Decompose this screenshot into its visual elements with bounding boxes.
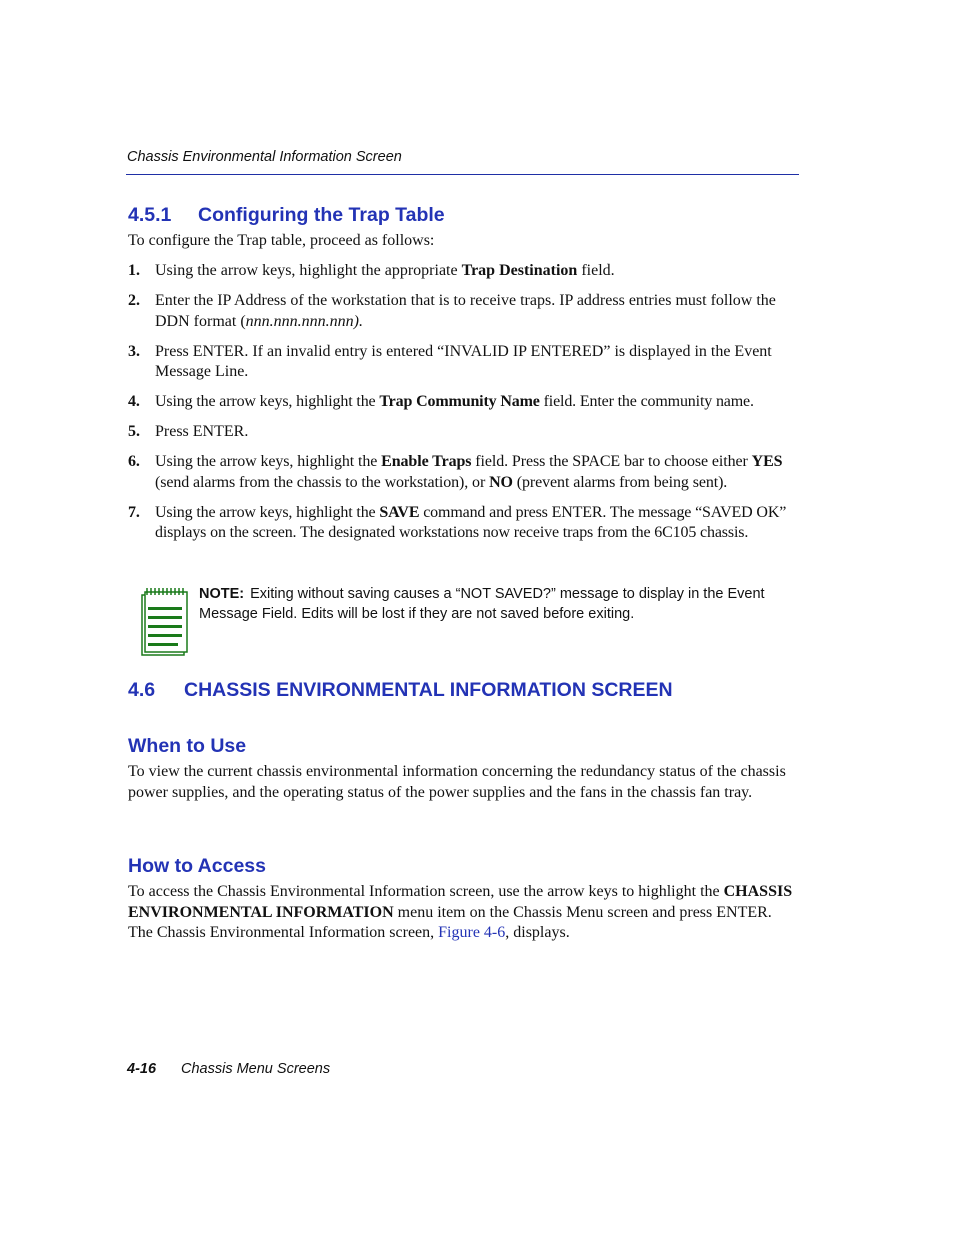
footer-title: Chassis Menu Screens: [181, 1061, 331, 1077]
intro-text: To configure the Trap table, proceed as follows:: [128, 232, 435, 249]
step-4: 4. Using the arrow keys, highlight the Trap Community Name field. Enter the community name.: [128, 393, 754, 410]
page-footer: [127, 1061, 330, 1077]
step-3: 3. Press ENTER. If an invalid entry is entered “INVALID IP ENTERED” is displayed in the Event Message Line.: [128, 342, 772, 380]
when-to-use-text: To view the current chassis environmental information concerning the redundancy status of the chassis power supplies, and the operating status of the power supplies and the fans in the chassis fan tray.: [128, 763, 786, 801]
notepad-icon: [140, 587, 188, 657]
running-header: Chassis Environmental Information Screen: [127, 149, 402, 165]
step-list: [128, 261, 808, 553]
step-6: 6. Using the arrow keys, highlight the Enable Traps field. Press the SPACE bar to choose either YES (send alarms from the chassis to the workstation), or NO (prevent alarms from being sent).: [128, 453, 783, 491]
subsection-number: 4.5.1: [128, 204, 172, 226]
page-number: 4-16: [127, 1061, 157, 1077]
step-1: 1. Using the arrow keys, highlight the appropriate Trap Destination field.: [128, 262, 615, 279]
how-to-access-heading: How to Access: [128, 855, 266, 877]
subsection-title: Configuring the Trap Table: [198, 204, 445, 226]
step-2: 2. Enter the IP Address of the workstation that is to receive traps. IP address entries must follow the DDN format (nnn.nnn.nnn.nnn).: [128, 292, 776, 330]
section-heading: [128, 679, 673, 702]
note-label: NOTE:: [199, 586, 245, 602]
how-to-access-text: To access the Chassis Environmental Information screen, use the arrow keys to highlight the CHASSIS ENVIRONMENTAL INFORMATION menu item on the Chassis Menu screen and press ENTER. The Chassis Environmental Information screen, Figure 4-6, displays.: [128, 883, 793, 941]
when-to-use-heading: When to Use: [128, 735, 247, 757]
note-text: NOTE: Exiting without saving causes a “NOT SAVED?” message to display in the Event Message Field. Edits will be lost if they are not saved before exiting.: [199, 586, 765, 622]
section-title: CHASSIS ENVIRONMENTAL INFORMATION SCREEN: [184, 679, 673, 701]
figure-4-6-link[interactable]: Figure 4-6: [438, 924, 506, 941]
step-5: 5. Press ENTER.: [128, 423, 249, 440]
subsection-heading: [128, 204, 445, 227]
header-rule: [126, 174, 799, 175]
step-7: 7. Using the arrow keys, highlight the SAVE command and press ENTER. The message “SAVED OK” displays on the screen. The designated workstations now receive traps from the 6C105 chassis.: [128, 503, 787, 541]
section-number: 4.6: [128, 679, 156, 701]
